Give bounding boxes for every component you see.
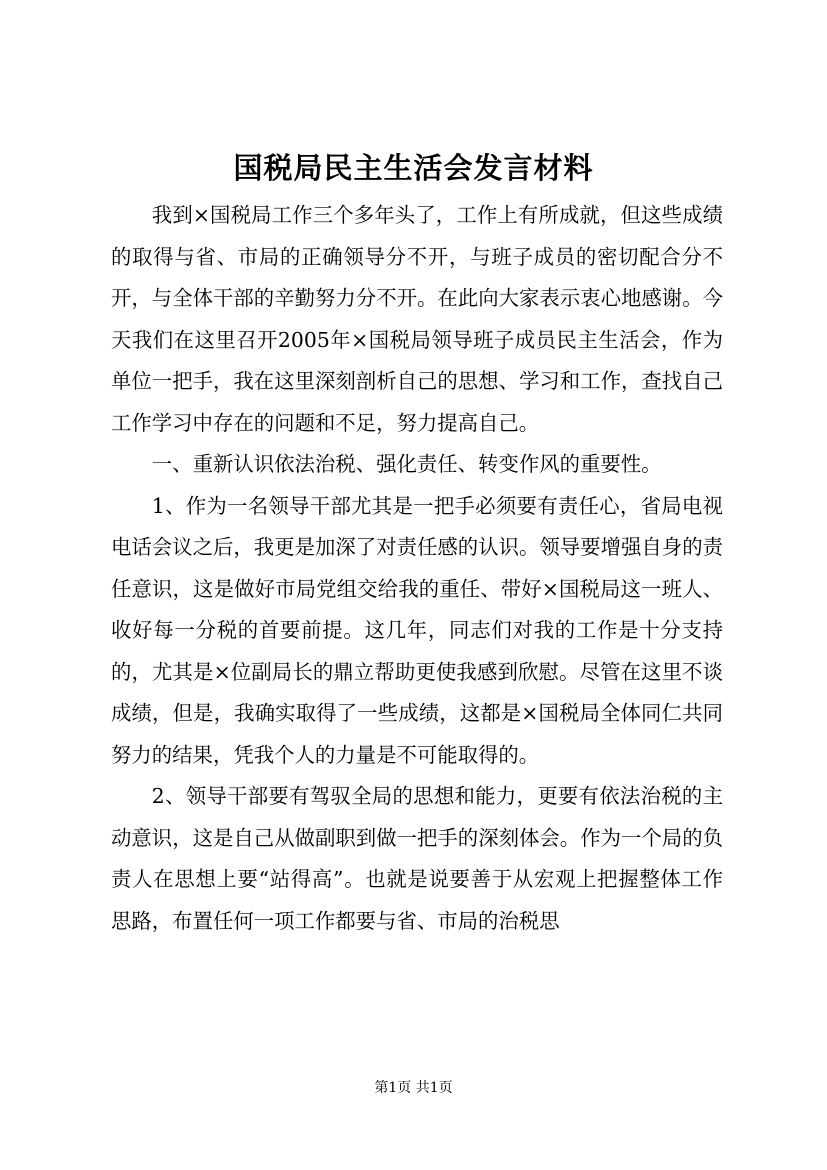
paragraph-point-2: 2、领导干部要有驾驭全局的思想和能力，更要有依法治税的主动意识，这是自己从做副职到做一把手的深刻体会。作为一个局的负责人在思想上要“站得高”。也就是说要善于从宏观上把握整体工作思路，布置任何一项工作都要与省、市局的治税思 [111,784,723,933]
document-body [111,195,723,942]
paragraph-point-1: 1、作为一名领导干部尤其是一把手必须要有责任心，省局电视电话会议之后，我更是加深了对责任感的认识。领导要增强自身的责任意识，这是做好市局党组交给我的重任、带好×国税局这一班人、收好每一分税的首要前提。这几年，同志们对我的工作是十分支持的，尤其是×位副局长的鼎立帮助更使我感到欣慰。尽管在这里不谈成绩，但是，我确实取得了一些成绩，这都是×国税局全体同仁共同努力的结果，凭我个人的力量是不可能取得的。 [111,493,723,767]
paragraph-section-heading: 一、重新认识依法治税、强化责任、转变作风的重要性。 [151,452,662,476]
page-footer: 第1页 共1页 [374,1080,453,1096]
document-title: 国税局民主生活会发言材料 [233,151,594,185]
paragraph-intro: 我到×国税局工作三个多年头了，工作上有所成就，但这些成绩的取得与省、市局的正确领导分不开，与班子成员的密切配合分不开，与全体干部的辛勤努力分不开。在此向大家表示衷心地感谢。今天我们在这里召开2005年×国税局领导班子成员民主生活会，作为单位一把手，我在这里深刻剖析自己的思想、学习和工作，查找自己工作学习中存在的问题和不足，努力提高自己。 [111,203,723,435]
